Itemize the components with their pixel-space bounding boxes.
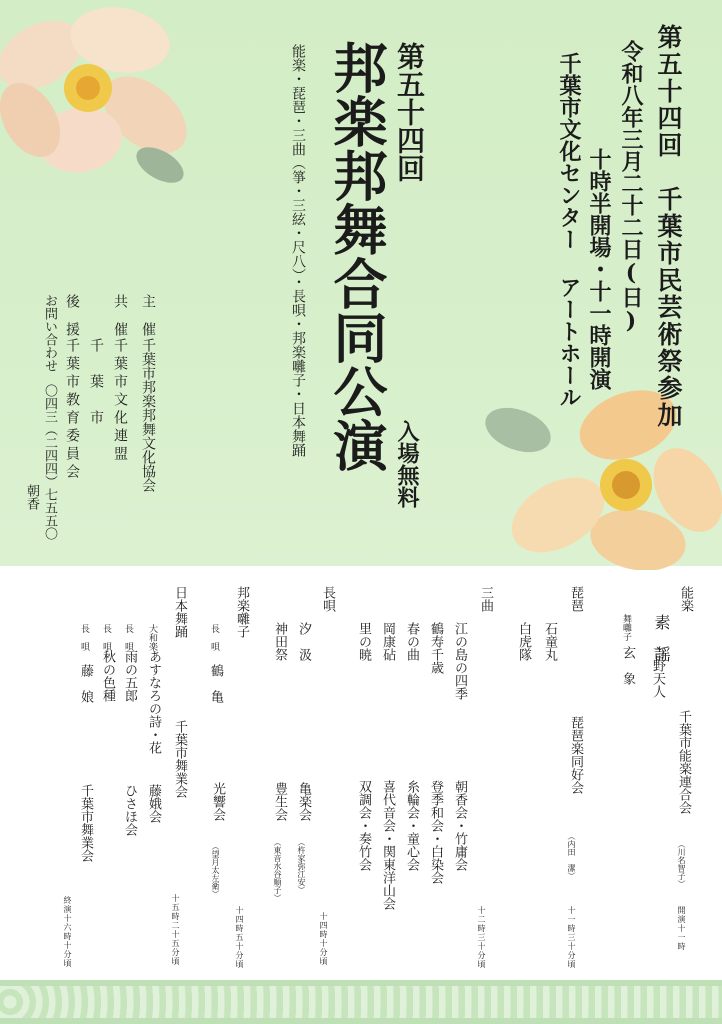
camellia-flower-top-left [0, 0, 200, 190]
genre-sankyoku: 三曲 [478, 586, 493, 612]
item-title: 石童丸 [542, 622, 557, 661]
end-time: 終演十六時十分頃 [63, 896, 72, 968]
item-title: 鶴 亀 [208, 664, 223, 703]
event-time: 十時半開場・十一時開演 [586, 148, 612, 390]
host-name: 千葉市邦楽邦舞文化協会 [140, 338, 156, 492]
genre-buyo: 日本舞踊 [172, 586, 187, 638]
group-name: 登季和会・白染会 [428, 780, 443, 884]
item-title: 江の島の四季 [452, 622, 467, 700]
contact-name: 朝香 [24, 484, 39, 510]
group-name: 双調会・奏竹会 [356, 780, 371, 871]
item-title: 神田祭 [272, 622, 287, 661]
event-venue: 千葉市文化センター アートホール [556, 52, 582, 408]
group-name: 喜代音会・関東洋山会 [380, 780, 395, 910]
festival-name: 第五十四回 千葉市民芸術祭参加 [654, 24, 683, 429]
item-type: 長 唄 [101, 624, 111, 651]
start-time: 十四時五十分頃 [235, 906, 244, 969]
cohost-label: 共 催 [112, 294, 128, 336]
item-title: 吉野天人 [650, 646, 665, 698]
group-name: 亀楽会 [296, 782, 311, 821]
item-title: 鶴寿千歳 [428, 622, 443, 674]
group-rep: （望月太左衛） [211, 842, 220, 898]
genre-noh: 能楽 [678, 586, 693, 612]
group-rep: （杵家弥江安） [297, 838, 306, 894]
item-type: 長 唄 [123, 624, 133, 651]
group-name: 藤娥会 [146, 784, 161, 823]
item-type: 素 謡 [652, 614, 671, 662]
start-time: 十一時三十分頃 [567, 906, 576, 969]
group-rep: （川名智子） [677, 840, 686, 888]
item-title: 玄 象 [620, 646, 635, 685]
item-type: 大和楽 [147, 624, 157, 651]
group-name: ひさほ会 [122, 784, 137, 836]
item-title: 汐 汲 [296, 622, 311, 661]
group-name: 豊生会 [272, 782, 287, 821]
item-title: 岡康砧 [380, 622, 395, 661]
support-label: 後 援 [64, 294, 80, 336]
group-name: 千葉市舞業会 [172, 720, 187, 798]
start-time: 十二時三十分頃 [477, 906, 486, 969]
group-name: 琵琶楽同好会 [568, 716, 583, 794]
cohost-name-2: 千 葉 市 [88, 338, 104, 428]
item-title: あすなろの詩・花 [146, 650, 161, 754]
cohost-name-1: 千葉市文化連盟 [112, 338, 128, 464]
start-time: 十四時十分頃 [319, 912, 328, 966]
title-ordinal: 第五十四回 [393, 42, 426, 182]
group-name: 千葉市能楽連合会 [676, 710, 691, 814]
group-rep: （東音水谷順子） [273, 838, 282, 902]
genre-nagauta: 長唄 [320, 586, 335, 612]
contact-phone: 〇四三（二四四）七五五〇 [42, 384, 57, 540]
group-name: 糸輪会・童心会 [404, 780, 419, 871]
decorative-bottom-band [0, 980, 722, 1024]
item-type: 長 唄 [79, 624, 89, 651]
genre-list: 能楽・琵琶・三曲（箏・三絃・尺八）・長唄・邦楽囃子・日本舞踊 [290, 44, 306, 457]
admission-free: 入場無料 [394, 420, 420, 508]
start-time: 十五時二十五分頃 [171, 894, 180, 966]
genre-biwa: 琵琶 [568, 586, 583, 612]
item-title: 雨の五郎 [122, 650, 137, 702]
event-date: 令和八年三月二十二日(日) [618, 40, 644, 334]
host-label: 主 催 [140, 294, 156, 336]
page-title: 邦楽邦舞合同公演 [325, 40, 389, 472]
item-type: 舞囃子 [621, 614, 631, 641]
group-rep: （内田 潔） [567, 832, 576, 880]
contact-label: お問い合わせ [42, 294, 57, 372]
item-title: 春の曲 [404, 622, 419, 661]
genre-hayashi: 邦楽囃子 [234, 586, 249, 638]
support-name: 千葉市教育委員会 [64, 338, 80, 482]
item-title: 白虎隊 [516, 622, 531, 661]
group-name: 千葉市舞業会 [78, 784, 93, 862]
item-type: 長 唄 [209, 624, 219, 651]
start-time: 開演十一時 [677, 906, 686, 951]
group-name: 朝香会・竹庸会 [452, 780, 467, 871]
item-title: 藤 娘 [78, 664, 93, 703]
item-title: 秋の色種 [100, 650, 115, 702]
group-name: 光響会 [210, 782, 225, 821]
item-title: 里の暁 [356, 622, 371, 661]
